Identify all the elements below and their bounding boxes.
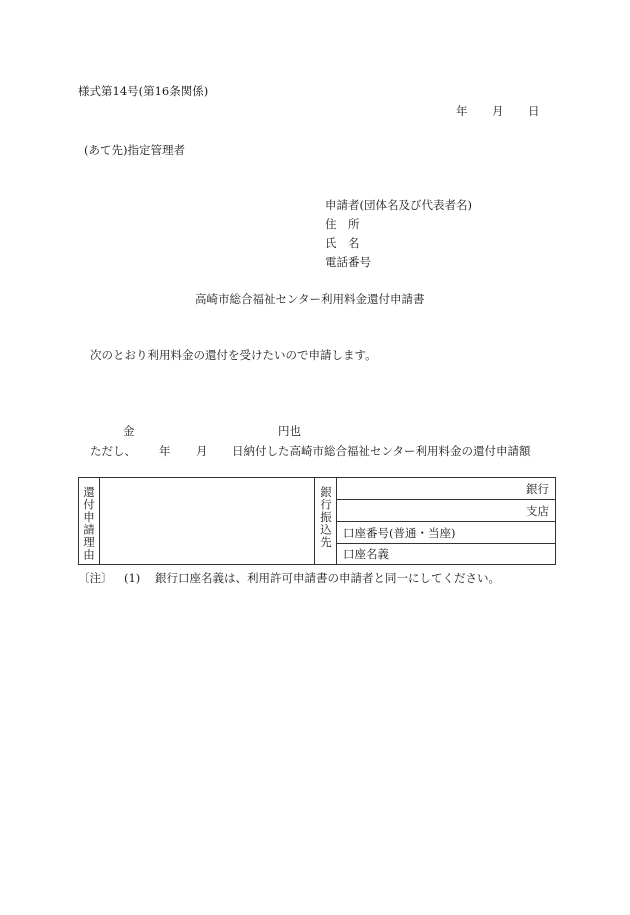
reason-input-cell[interactable] bbox=[100, 478, 315, 565]
branch-name-cell[interactable] bbox=[337, 500, 556, 522]
reason-label: 還付申請理由 bbox=[82, 486, 96, 561]
amount-prefix: 金 bbox=[123, 424, 135, 438]
account-number-cell[interactable] bbox=[337, 522, 556, 544]
reason-label-cell bbox=[79, 478, 100, 565]
note-year: 年 bbox=[159, 444, 171, 458]
bank-label-cell bbox=[315, 478, 337, 565]
account-name-cell[interactable] bbox=[337, 544, 556, 565]
footnote-text: 銀行口座名義は、利用許可申請書の申請者と同一にしてください。 bbox=[155, 571, 500, 585]
document-title: 高崎市総合福祉センター利用料金還付申請書 bbox=[195, 292, 425, 306]
form-number: 様式第14号(第16条関係) bbox=[78, 84, 209, 98]
applicant-name-label: 氏 名 bbox=[325, 236, 360, 250]
applicant-phone-label: 電話番号 bbox=[325, 255, 371, 269]
note-month: 月 bbox=[196, 444, 208, 458]
refund-form-table bbox=[78, 477, 556, 565]
addressee: (あて先)指定管理者 bbox=[84, 143, 185, 157]
amount-suffix: 円也 bbox=[278, 424, 301, 438]
branch-suffix: 支店 bbox=[526, 503, 549, 518]
date-month-label: 月 bbox=[492, 104, 504, 118]
date-year-label: 年 bbox=[456, 104, 468, 118]
applicant-address-label: 住 所 bbox=[325, 217, 360, 231]
footnote-number: (1) bbox=[124, 571, 141, 585]
account-name-label: 口座名義 bbox=[343, 547, 389, 561]
bank-suffix: 銀行 bbox=[526, 481, 549, 496]
body-text: 次のとおり利用料金の還付を受けたいので申請します。 bbox=[90, 348, 377, 362]
account-number-label: 口座番号(普通・当座) bbox=[343, 525, 456, 540]
note-rest: 日納付した高崎市総合福祉センター利用料金の還付申請額 bbox=[232, 444, 531, 458]
note-tadashi: ただし、 bbox=[90, 444, 136, 458]
footnote-marker: 〔注〕 bbox=[78, 571, 113, 585]
applicant-org-label: 申請者(団体名及び代表者名) bbox=[325, 198, 472, 212]
date-day-label: 日 bbox=[528, 104, 540, 118]
bank-label: 銀行振込先 bbox=[319, 486, 333, 549]
bank-name-cell[interactable] bbox=[337, 478, 556, 500]
